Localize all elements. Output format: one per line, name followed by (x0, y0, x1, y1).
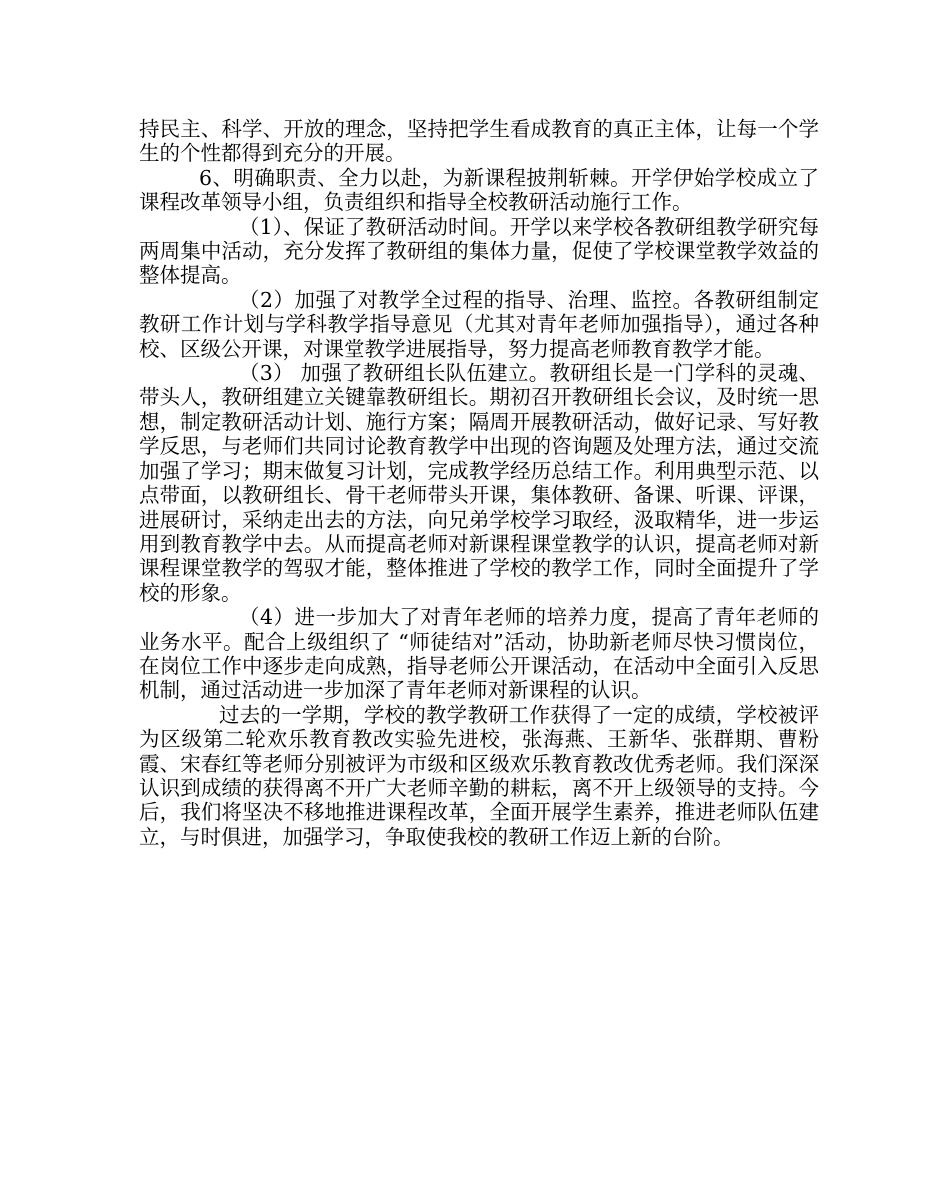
paragraph-continuation: 持民主、科学、开放的理念，坚持把学生看成教育的真正主体，让每一个学生的个性都得到充分的开展。 (139, 117, 819, 166)
document-body (139, 117, 819, 849)
paragraph-item-6: 6、明确职责、全力以赴，为新课程披荆斩棘。开学伊始学校成立了课程改革领导小组，负责组织和指导全校教研活动施行工作。 (139, 165, 819, 215)
paragraph-sub-2: （2）加强了对教学全过程的指导、治理、监控。各教研组制定教研工作计划与学科教学指导意见（尤其对青年老师加强指导），通过各种校、区级公开课，对课堂教学进展指导，努力提高老师教育教学才能。 (139, 287, 819, 361)
paragraph-sub-4: （4）进一步加大了对青年老师的培养力度，提高了青年老师的业务水平。配合上级组织了 “师徒结对”活动，协助新老师尽快习惯岗位，在岗位工作中逐步走向成熟，指导老师公开课活动，在活动中全面引入反思机制，通过活动进一步加深了青年老师对新课程的认识。 (139, 605, 819, 703)
paragraph-sub-3: （3） 加强了教研组长队伍建立。教研组长是一门学科的灵魂、带头人，教研组建立关键靠教研组长。期初召开教研组长会议，及时统一思想，制定教研活动计划、施行方案；隔周开展教研活动，做好记录、写好教学反思，与老师们共同讨论教育教学中出现的咨询题及处理方法，通过交流加强了学习；期末做复习计划，完成教学经历总结工作。利用典型示范、以点带面，以教研组长、骨干老师带头开课，集体教研、备课、听课、评课，进展研讨，采纳走出去的方法，向兄弟学校学习取经，汲取精华，进一步运用到教育教学中去。从而提高老师对新课程课堂教学的认识，提高老师对新课程课堂教学的驾驭才能，整体推进了学校的教学工作，同时全面提升了学校的形象。 (139, 361, 819, 605)
paragraph-summary: 过去的一学期，学校的教学教研工作获得了一定的成绩，学校被评为区级第二轮欢乐教育教改实验先进校，张海燕、王新华、张群期、曹粉霞、宋春红等老师分别被评为市级和区级欢乐教育教改优秀老师。我们深深认识到成绩的获得离不开广大老师辛勤的耕耘，离不开上级领导的支持。今后，我们将坚决不移地推进课程改革，全面开展学生素养，推进老师队伍建立，与时俱进，加强学习，争取使我校的教研工作迈上新的台阶。 (139, 702, 819, 849)
paragraph-sub-1: （1）、保证了教研活动时间。开学以来学校各教研组教学研究每两周集中活动，充分发挥了教研组的集体力量，促使了学校课堂教学效益的整体提高。 (139, 214, 819, 288)
